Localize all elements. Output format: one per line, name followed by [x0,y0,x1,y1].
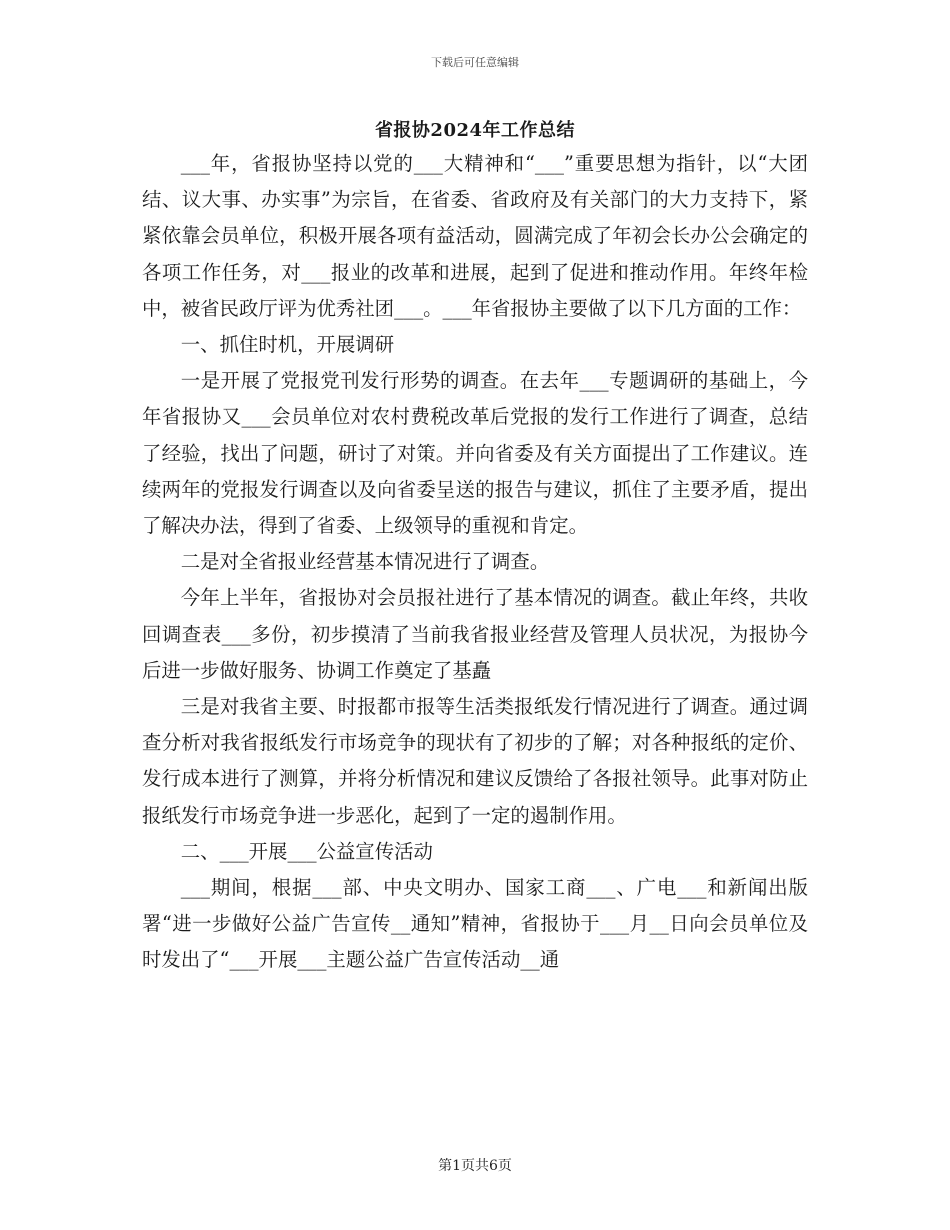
paragraph-business-survey: 今年上半年，省报协对会员报社进行了基本情况的调查。截止年终，共收回调查表___多份，初步摸清了当前我省报业经营及管理人员状况，为报协今后进一步做好服务、协调工作奠定了基矗 [142,586,808,682]
section-heading-research: 一、抓住时机，开展调研 [180,333,395,357]
header-note: 下载后可任意编辑 [431,56,519,69]
paragraph-public-welfare: ___期间，根据___部、中央文明办、国家工商___、广电___和新闻出版署“进一步做好公益广告宣传__通知”精神，省报协于___月__日向会员单位及时发出了“___开展___主题公益广告宣传活动__通 [142,876,808,972]
paragraph-business-survey-heading: 二是对全省报业经营基本情况进行了调查。 [180,550,550,574]
paragraph-distribution-survey: 三是对我省主要、时报都市报等生活类报纸发行情况进行了调查。通过调查分析对我省报纸发行市场竞争的现状有了初步的了解；对各种报纸的定价、发行成本进行了测算，并将分析情况和建议反馈给了各报社领导。此事对防止报纸发行市场竞争进一步恶化，起到了一定的遏制作用。 [142,695,808,827]
section-heading-public-welfare: 二、___开展___公益宣传活动 [180,839,433,863]
page-number: 第1页共6页 [438,1158,512,1174]
paragraph-party-paper-survey: 一是开展了党报党刊发行形势的调查。在去年___专题调研的基础上，今年省报协又___会员单位对农村费税改革后党报的发行工作进行了调查，总结了经验，找出了问题，研讨了对策。并向省委及有关方面提出了工作建议。连续两年的党报发行调查以及向省委呈送的报告与建议，抓住了主要矛盾，提出了解决办法，得到了省委、上级领导的重视和肯定。 [142,369,808,538]
document-body [142,146,808,979]
paragraph-intro: ___年，省报协坚持以党的___大精神和“___”重要思想为指针，以“大团结、议大事、办实事”为宗旨，在省委、省政府及有关部门的大力支持下，紧紧依靠会员单位，积极开展各项有益活动，圆满完成了年初会长办公会确定的各项工作任务，对___报业的改革和进展，起到了促进和推动作用。年终年检中，被省民政厅评为优秀社团___。___年省报协主要做了以下几方面的工作： [142,152,808,320]
document-title: 省报协2024年工作总结 [374,120,576,141]
